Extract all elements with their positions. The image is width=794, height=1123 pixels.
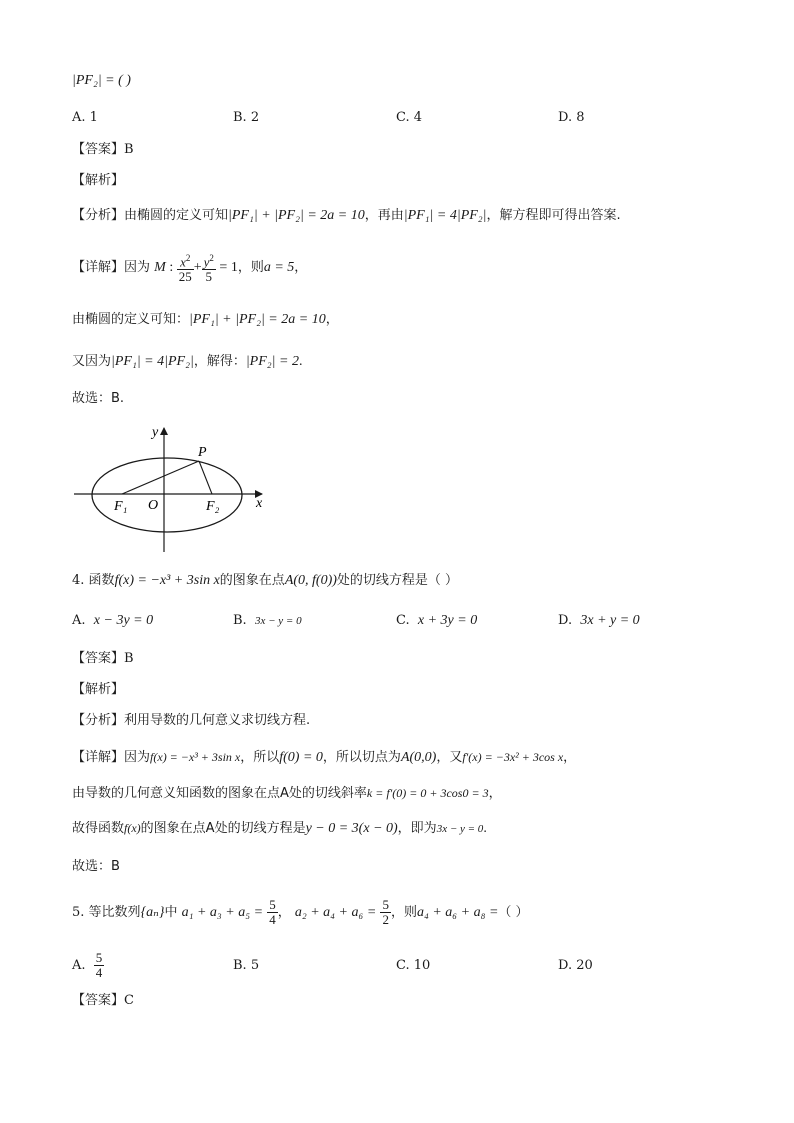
ellipse-term-y: $\frac{y^2}{5}$: [203, 252, 214, 285]
q3-option-c[interactable]: C. 4: [396, 110, 423, 125]
q3-option-d[interactable]: D. 8: [558, 110, 585, 125]
q4-option-b[interactable]: B. 3x − y = 0: [233, 613, 302, 628]
q5-frac-1: $\frac{5}{4}$: [269, 897, 276, 927]
q4-option-d[interactable]: D. 3x + y = 0: [558, 613, 640, 628]
q4-xiangjie-2: 由导数的几何意义知函数的图象在点A处的切线斜率k = f′(0) = 0 + 3cos0 = 3，: [72, 786, 502, 801]
f1-label: F₁: [114, 499, 128, 514]
q3-step3: 又因为|PF₁| = 4|PF₂|，解得：|PF₂| = 2.: [72, 354, 303, 369]
q3-xiangjie: 【详解】因为 M : $\frac{x^2}{25}$ + $\frac{y^2}{5}$ = 1，则a = 5，: [72, 252, 308, 285]
o-label: O: [148, 498, 159, 513]
ellipse-figure: [60, 418, 280, 558]
q4-option-a[interactable]: A. x − 3y = 0: [72, 613, 154, 628]
q3-option-b[interactable]: B. 2: [233, 110, 260, 125]
q4-answer: 【答案】B: [72, 651, 134, 666]
q5-option-d[interactable]: D. 20: [558, 958, 593, 973]
q3-choose: 故选：B.: [72, 391, 125, 406]
q3-stem: [72, 71, 131, 91]
q3-stem-math: |PF₂| = ( ): [72, 73, 131, 88]
q3-fenxi: 【分析】由椭圆的定义可知|PF₁| + |PF₂| = 2a = 10，再由|PF₁| = 4|PF₂|，解方程即可得出答案.: [72, 208, 621, 223]
q5-frac-2: $\frac{5}{2}$: [382, 897, 389, 927]
f2-label: F₂: [206, 499, 220, 514]
ellipse-term-x: $\frac{x^2}{25}$: [178, 252, 192, 285]
y-label: y: [152, 425, 159, 440]
q4-choose: 故选：B: [72, 859, 120, 874]
q4-stem: 4. 函数f(x) = −x³ + 3sin x的图象在点A(0, f(0))处的切线方程是（ ）: [72, 573, 459, 588]
segment-pf1: [122, 461, 199, 494]
q5-answer: 【答案】C: [72, 993, 134, 1008]
ellipse-name: M: [154, 260, 166, 275]
q4-xiangjie-3: 故得函数f(x)的图象在点A处的切线方程是y − 0 = 3(x − 0)，即为3x − y = 0.: [72, 821, 487, 836]
q4-analysis-heading: 【解析】: [72, 682, 125, 697]
q3-analysis-heading: 【解析】: [72, 173, 125, 188]
q5-option-c[interactable]: C. 10: [396, 958, 431, 973]
q5-option-b[interactable]: B. 5: [233, 958, 260, 973]
p-label: P: [198, 445, 207, 460]
x-label: x: [256, 496, 263, 511]
q3-option-a[interactable]: A. 1: [72, 110, 98, 125]
q3-answer: 【答案】B: [72, 142, 134, 157]
segment-pf2: [199, 461, 212, 494]
q4-option-c[interactable]: C. x + 3y = 0: [396, 613, 478, 628]
q4-xiangjie-1: 【详解】因为f(x) = −x³ + 3sin x，所以f(0) = 0，所以切点为A(0,0)，又f′(x) = −3x² + 3cos x，: [72, 750, 577, 765]
q5-stem: 5. 等比数列{aₙ}中 a₁ + a₃ + a₅ = $\frac{5}{4}$ ， a₂ + a₄ + a₆ = $\frac{5}{2}$ ，则a₄ + a₆ + a₈ =（ ）: [72, 897, 529, 927]
q5-option-a[interactable]: A. $\frac{5}{4}$: [72, 950, 103, 980]
ellipse-curve: [92, 458, 242, 532]
q3-step2: 由椭圆的定义可知：|PF₁| + |PF₂| = 2a = 10，: [72, 312, 339, 327]
q4-fenxi: 【分析】利用导数的几何意义求切线方程.: [72, 713, 311, 728]
q5-option-a-frac: $\frac{5}{4}$: [95, 950, 103, 980]
